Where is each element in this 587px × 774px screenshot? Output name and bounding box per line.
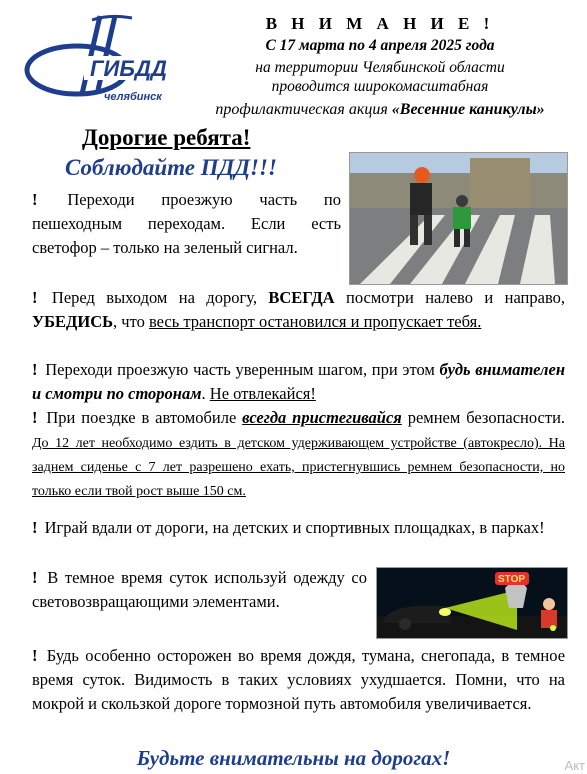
rule-4 — [32, 406, 565, 502]
reflective-elements-image — [376, 567, 568, 639]
rule-3-text-a: Переходи проезжую часть уверенным шагом, при этом — [45, 360, 435, 379]
rule-6-text: В темное время суток используй одежду со световозвращающими элементами. — [32, 568, 367, 611]
rule-5-text: Играй вдали от дороги, на детских и спортивных площадках, в парках! — [44, 518, 545, 537]
gibdd-logo — [22, 12, 174, 108]
rule-7 — [32, 644, 565, 716]
logo-text: ГИБДД — [90, 56, 167, 81]
rule-3-emphasis: будь внимателен и смотри по сторонам — [32, 360, 566, 403]
rule-4-small-note: До 12 лет необходимо ездить в детском удерживающем устройстве (автокресло). На заднем сиденье с 7 лет разрешено ехать, пристегнувшись ремнем безопасности, но только если твой рост выше 150 см. — [32, 436, 565, 499]
rule-2-make-sure: УБЕДИСЬ — [32, 312, 114, 331]
exclamation-icon: ! — [32, 568, 38, 587]
rule-2-text-c: , что — [113, 312, 145, 331]
exclamation-icon: ! — [32, 360, 38, 379]
conducted-line: проводится широкомасштабная — [271, 78, 489, 95]
rule-3 — [32, 358, 565, 406]
campaign-name: «Весенние каникулы» — [391, 101, 545, 118]
rule-2-text-b: посмотри налево и направо, — [346, 288, 566, 307]
campaign-line — [170, 101, 587, 119]
rule-2-always: ВСЕГДА — [268, 288, 335, 307]
exclamation-icon: ! — [32, 518, 38, 537]
rule-3-underlined: Не отвлекайся! — [209, 384, 316, 403]
rule-2-underlined: весь транспорт остановился и пропускает тебя. — [148, 312, 482, 331]
attention-heading: В Н И М А Н И Е ! — [265, 14, 495, 33]
rule-2 — [32, 286, 565, 334]
slogan: Соблюдайте ПДД!!! — [65, 155, 277, 180]
campaign-prefix: профилактическая акция — [215, 101, 388, 118]
exclamation-icon: ! — [32, 408, 38, 427]
rule-4-emphasis: всегда пристегивайся — [242, 408, 402, 427]
crosswalk-photo — [349, 152, 568, 285]
exclamation-icon: ! — [32, 190, 38, 209]
gibdd-emblem-icon — [22, 12, 174, 108]
watermark-text: Акт — [564, 758, 585, 773]
rule-3-text-b: . — [201, 384, 206, 403]
exclamation-icon: ! — [32, 288, 38, 307]
greeting: Дорогие ребята! — [82, 125, 251, 150]
rule-6 — [32, 566, 367, 614]
region-line: на территории Челябинской области — [255, 59, 505, 76]
rule-4-text-b: ремнем безопасности. — [407, 408, 566, 427]
rule-1-text: Переходи проезжую часть по пешеходным переходам. Если есть светофор – только на зеленый сигнал. — [32, 190, 342, 257]
rule-4-text-a: При поездке в автомобиле — [46, 408, 237, 427]
rule-2-text-a: Перед выходом на дорогу, — [51, 288, 257, 307]
campaign-dates: С 17 марта по 4 апреля 2025 года — [265, 37, 495, 54]
rule-5 — [32, 516, 565, 540]
logo-city: челябинск — [104, 91, 162, 103]
rule-1 — [32, 188, 341, 260]
rule-7-text: Будь особенно осторожен во время дождя, тумана, снегопада, в темное время суток. Видимость в таких условиях ухудшается. Помни, что на мокрой и скользкой дороге тормозной путь автомобиля увеличивается. — [32, 646, 566, 713]
exclamation-icon: ! — [32, 646, 38, 665]
stop-sign-text: STOP — [498, 574, 526, 585]
footer-slogan: Будьте внимательны на дорогах! — [136, 746, 451, 770]
